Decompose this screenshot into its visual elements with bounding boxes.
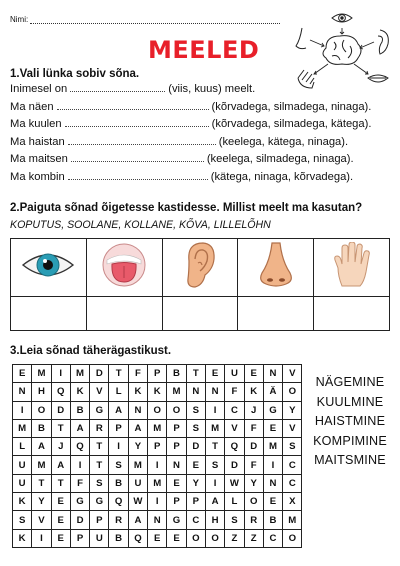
grid-letter[interactable]: D [244,438,263,456]
grid-letter[interactable]: E [263,419,282,437]
grid-letter[interactable]: A [128,419,147,437]
grid-letter[interactable]: R [244,511,263,529]
tongue-cell [86,239,162,297]
grid-letter[interactable]: M [205,419,224,437]
grid-letter[interactable]: M [283,511,302,529]
fill-line-6: Ma kombin (kätega, ninaga, kõrvadega). [10,170,354,183]
grid-letter[interactable]: U [128,474,147,492]
word-item: KUULMINE [316,394,384,409]
grid-letter[interactable]: K [70,383,89,401]
grid-letter[interactable]: N [148,511,167,529]
grid-letter[interactable]: H [32,383,51,401]
grid-letter[interactable]: E [13,365,32,383]
grid-letter[interactable]: O [283,529,302,547]
eye-icon [21,249,75,281]
grid-letter[interactable]: U [225,365,244,383]
grid-letter[interactable]: M [167,383,186,401]
grid-letter[interactable]: P [186,493,205,511]
grid-letter[interactable]: D [186,438,205,456]
grid-letter[interactable]: U [90,529,109,547]
grid-letter[interactable]: K [148,383,167,401]
grid-letter[interactable]: I [148,493,167,511]
grid-letter[interactable]: E [244,365,263,383]
hand-icon [332,242,372,288]
grid-letter[interactable]: K [244,383,263,401]
grid-letter[interactable]: I [32,529,51,547]
grid-letter[interactable]: M [32,456,51,474]
grid-letter[interactable]: O [205,529,224,547]
grid-letter[interactable]: S [205,456,224,474]
name-dotted-line[interactable] [30,16,280,24]
grid-letter[interactable]: B [109,529,128,547]
grid-letter[interactable]: A [51,456,70,474]
grid-row [13,383,302,401]
grid-letter[interactable]: B [109,474,128,492]
brain-icon [323,36,361,65]
grid-letter[interactable]: G [90,493,109,511]
grid-letter[interactable]: K [13,493,32,511]
section3-title: 3.Leia sõnad täherägastikust. [10,345,172,357]
grid-letter[interactable]: N [263,365,282,383]
grid-letter[interactable]: C [263,529,282,547]
grid-letter[interactable]: N [13,383,32,401]
grid-row [13,365,302,383]
grid-letter[interactable]: S [283,438,302,456]
grid-letter[interactable]: T [90,438,109,456]
grid-letter[interactable]: P [109,419,128,437]
grid-letter[interactable]: Y [128,438,147,456]
grid-letter[interactable]: T [51,419,70,437]
grid-letter[interactable]: M [148,474,167,492]
blank-5[interactable] [71,153,204,162]
grid-letter[interactable]: F [70,474,89,492]
fill-line-1: Inimesel on (viis, kuus) meelt. [10,83,256,95]
grid-letter[interactable]: Ä [263,383,282,401]
fill-line-5: Ma maitsen (keelega, silmadega, ninaga). [10,153,354,165]
grid-letter[interactable]: H [205,511,224,529]
blank-6[interactable] [68,171,208,180]
grid-letter[interactable]: C [283,456,302,474]
grid-row [13,511,302,529]
section1-title: 1.Vali lünka sobiv sõna. [10,68,140,80]
grid-letter[interactable]: R [109,511,128,529]
grid-letter[interactable]: U [13,474,32,492]
grid-letter[interactable]: N [205,383,224,401]
grid-letter[interactable]: D [225,456,244,474]
grid-letter[interactable]: P [70,529,89,547]
grid-letter[interactable]: Q [51,383,70,401]
grid-letter[interactable]: D [90,365,109,383]
answer-cell-nose[interactable] [238,297,314,331]
grid-letter[interactable]: L [13,438,32,456]
grid-letter[interactable]: G [263,401,282,419]
grid-letter[interactable]: T [51,474,70,492]
grid-letter[interactable]: Z [244,529,263,547]
grid-row [13,493,302,511]
grid-letter[interactable]: E [186,456,205,474]
grid-letter[interactable]: P [167,419,186,437]
blank-2[interactable] [57,101,209,110]
grid-letter[interactable]: O [148,401,167,419]
fill-in-lines [10,83,395,188]
grid-letter[interactable]: J [51,438,70,456]
ear-cell [162,239,238,297]
grid-letter[interactable]: V [225,419,244,437]
grid-letter[interactable]: Q [70,438,89,456]
grid-letter[interactable]: N [186,383,205,401]
grid-letter[interactable]: K [13,529,32,547]
grid-letter[interactable]: F [128,365,147,383]
grid-letter[interactable]: M [13,419,32,437]
eye-icon [332,14,352,22]
section2-title: 2.Paiguta sõnad õigetesse kastidesse. Millist meelt ma kasutan? [10,202,363,214]
grid-letter[interactable]: S [186,401,205,419]
grid-letter[interactable]: G [70,493,89,511]
fill-line-4: Ma haistan (keelega, kätega, ninaga). [10,135,349,148]
grid-letter[interactable]: V [32,511,51,529]
grid-letter[interactable]: B [32,419,51,437]
answer-cell-eye[interactable] [11,297,87,331]
word-item: NÄGEMINE [315,375,385,389]
grid-letter[interactable]: S [109,456,128,474]
name-field[interactable] [10,15,280,24]
grid-letter[interactable]: U [13,456,32,474]
grid-letter[interactable]: E [167,474,186,492]
grid-letter[interactable]: B [167,365,186,383]
grid-letter[interactable]: A [70,419,89,437]
ear-icon [183,241,217,289]
grid-letter[interactable]: Y [32,493,51,511]
grid-letter[interactable]: M [148,419,167,437]
grid-letter[interactable]: M [128,456,147,474]
tongue-icon [101,242,147,288]
grid-letter[interactable]: A [32,438,51,456]
grid-letter[interactable]: G [167,511,186,529]
name-label: Nimi: [10,15,29,24]
grid-letter[interactable]: P [90,511,109,529]
hand-cell [314,239,390,297]
grid-letter[interactable]: O [244,493,263,511]
grid-letter[interactable]: F [244,456,263,474]
grid-letter[interactable]: D [51,401,70,419]
word-search-grid [12,364,302,548]
grid-letter[interactable]: C [186,511,205,529]
grid-row [13,456,302,474]
grid-letter[interactable]: Q [225,438,244,456]
grid-letter[interactable]: F [244,419,263,437]
grid-letter[interactable]: P [167,493,186,511]
fill-line-3: Ma kuulen (kõrvadega, silmadega, kätega). [10,118,372,130]
grid-letter[interactable]: O [32,401,51,419]
word-item: HAISTMINE [314,414,386,428]
grid-letter[interactable]: Q [128,529,147,547]
grid-letter[interactable]: S [90,474,109,492]
word-bank: KOPUTUS, SOOLANE, KOLLANE, KÕVA, LILLELÕHN [10,219,271,231]
grid-letter[interactable]: E [51,529,70,547]
grid-letter[interactable]: C [225,401,244,419]
grid-letter[interactable]: F [225,383,244,401]
grid-letter[interactable]: N [263,474,282,492]
word-item: MAITSMINE [314,453,386,467]
grid-letter[interactable]: I [263,456,282,474]
grid-letter[interactable]: V [90,383,109,401]
fill-line-2: Ma näen (kõrvadega, silmadega, ninaga). [10,100,372,113]
grid-row [13,474,302,492]
grid-letter[interactable]: T [90,456,109,474]
grid-letter[interactable]: G [90,401,109,419]
answer-cell-hand[interactable] [314,297,390,331]
grid-letter[interactable]: A [205,493,224,511]
grid-row [13,438,302,456]
nose-icon [256,241,296,289]
grid-letter[interactable]: E [148,529,167,547]
grid-letter[interactable]: I [109,438,128,456]
grid-letter[interactable]: Q [109,493,128,511]
grid-letter[interactable]: O [167,401,186,419]
grid-row [13,401,302,419]
word-item: KOMPIMINE [313,433,387,448]
grid-letter[interactable]: Z [225,529,244,547]
grid-letter[interactable]: I [148,456,167,474]
grid-row [13,419,302,437]
grid-letter[interactable]: I [70,456,89,474]
grid-letter[interactable]: P [148,438,167,456]
ear-icon [378,30,388,54]
grid-letter[interactable]: E [205,365,224,383]
grid-letter[interactable]: L [225,493,244,511]
grid-letter[interactable]: E [263,493,282,511]
grid-letter[interactable]: O [283,383,302,401]
grid-letter[interactable]: P [148,365,167,383]
nose-cell [238,239,314,297]
blank-3[interactable] [65,118,209,127]
nose-icon [296,28,306,49]
mouth-icon [368,75,388,82]
grid-letter[interactable]: N [128,401,147,419]
grid-letter[interactable]: M [263,438,282,456]
page-title: MEELED [148,36,260,64]
grid-letter[interactable]: S [225,511,244,529]
grid-letter[interactable]: L [109,383,128,401]
grid-letter[interactable]: T [109,365,128,383]
grid-letter[interactable]: I [51,365,70,383]
grid-letter[interactable]: P [167,438,186,456]
blank-1[interactable] [70,83,165,92]
grid-letter[interactable]: T [205,438,224,456]
grid-letter[interactable]: M [32,365,51,383]
grid-letter[interactable]: B [70,401,89,419]
grid-letter[interactable]: N [167,456,186,474]
blank-4[interactable] [68,136,216,145]
grid-letter[interactable]: Y [186,474,205,492]
grid-letter[interactable]: I [205,474,224,492]
grid-letter[interactable]: J [244,401,263,419]
grid-letter[interactable]: O [186,529,205,547]
grid-letter[interactable]: C [283,474,302,492]
senses-table [10,238,390,331]
grid-letter[interactable]: E [51,493,70,511]
grid-letter[interactable]: W [225,474,244,492]
answer-cell-tongue[interactable] [86,297,162,331]
grid-letter[interactable]: I [205,401,224,419]
grid-letter[interactable]: V [283,365,302,383]
answer-cell-ear[interactable] [162,297,238,331]
grid-letter[interactable]: W [128,493,147,511]
grid-letter[interactable]: T [32,474,51,492]
grid-row [13,529,302,547]
grid-letter[interactable]: R [90,419,109,437]
grid-letter[interactable]: D [70,511,89,529]
grid-letter[interactable]: T [186,365,205,383]
grid-letter[interactable]: B [263,511,282,529]
grid-letter[interactable]: X [283,493,302,511]
eye-cell [11,239,87,297]
grid-letter[interactable]: A [128,511,147,529]
grid-letter[interactable]: K [128,383,147,401]
word-search-list [304,373,396,471]
grid-letter[interactable]: S [186,419,205,437]
grid-letter[interactable]: Y [244,474,263,492]
grid-letter[interactable]: V [283,419,302,437]
grid-letter[interactable]: E [167,529,186,547]
grid-letter[interactable]: E [51,511,70,529]
grid-letter[interactable]: Y [283,401,302,419]
grid-letter[interactable]: M [70,365,89,383]
grid-letter[interactable]: A [109,401,128,419]
grid-letter[interactable]: I [13,401,32,419]
grid-letter[interactable]: S [13,511,32,529]
